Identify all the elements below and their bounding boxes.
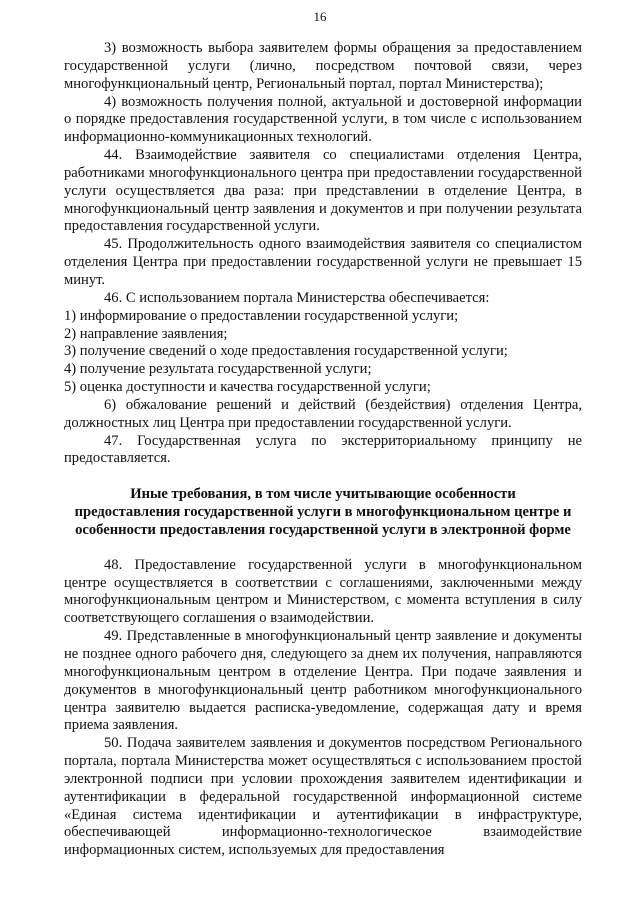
paragraph: 49. Представленные в многофункциональный центр заявление и документы не позднее одного рабочего дня, следующего за днем их получения, направляются многофункциональным центром в отделение Центра. При подаче заявления и документов в многофункциональный центр работником многофункционального центра заявителю выдается расписка-уведомление, содержащая дату и время приема заявления. [64,628,582,734]
list-item: 4) получение результата государственной услуги; [64,361,372,378]
list-item: 2) направление заявления; [64,325,228,342]
list-item: 5) оценка доступности и качества государственной услуги; [64,379,431,396]
paragraph: 50. Подача заявителем заявления и документов посредством Регионального портала, портала Министерства может осуществляться с использованием простой электронной подписи при условии прохождения заявителем идентификации и аутентификации в федеральной государственной информационной системе «Единая система идентификации и аутентификации в инфраструктуре, обеспечивающей информационно-технологическое взаимодействие информационных систем, используемых для предоставления [64,735,582,859]
paragraph: 45. Продолжительность одного взаимодействия заявителя со специалистом отделения Центра при предоставлении государственной услуги не превышает 15 минут. [64,236,582,288]
document-body [64,40,582,860]
paragraph: 46. С использованием портала Министерства обеспечивается: [104,289,490,306]
paragraph: 48. Предоставление государственной услуги в многофункциональном центре осуществляется в соответствии с соглашениями, заключенными между многофункциональным центром и Министерством, с момента вступления в силу соответствующего соглашения о взаимодействии. [64,556,582,627]
paragraph: 47. Государственная услуга по экстерриториальному принципу не предоставляется. [64,432,582,467]
paragraph: 6) обжалование решений и действий (бездействия) отделения Центра, должностных лиц Центра при предоставлении государственной услуги. [64,396,582,431]
paragraph: 3) возможность выбора заявителем формы обращения за предоставлением государственной услуги (лично, посредством почтовой связи, через многофункциональный центр, Региональный портал, портал Министерства); [64,40,582,92]
list-item: 3) получение сведений о ходе предоставления государственной услуги; [64,343,508,360]
paragraph: 44. Взаимодействие заявителя со специалистами отделения Центра, работниками многофункционального центра при предоставлении государственной услуги осуществляется два раза: при представлении в отделение Центра, в многофункциональный центр заявления и документов и при получении результата предоставления государственной услуги. [64,147,582,235]
section-heading [64,486,582,540]
section-heading-line: Иные требования, в том числе учитывающие особенности [130,486,516,503]
page-number: 16 [313,9,327,24]
paragraph: 4) возможность получения полной, актуальной и достоверной информации о порядке предоставления государственной услуги, в том числе с использованием информационно-коммуникационных технологий. [64,93,582,146]
list-item: 1) информирование о предоставлении государственной услуги; [64,307,459,324]
section-heading-line: особенности предоставления государственной услуги в электронной форме [75,521,571,538]
section-heading-line: предоставления государственной услуги в многофункциональном центре и [74,504,572,521]
